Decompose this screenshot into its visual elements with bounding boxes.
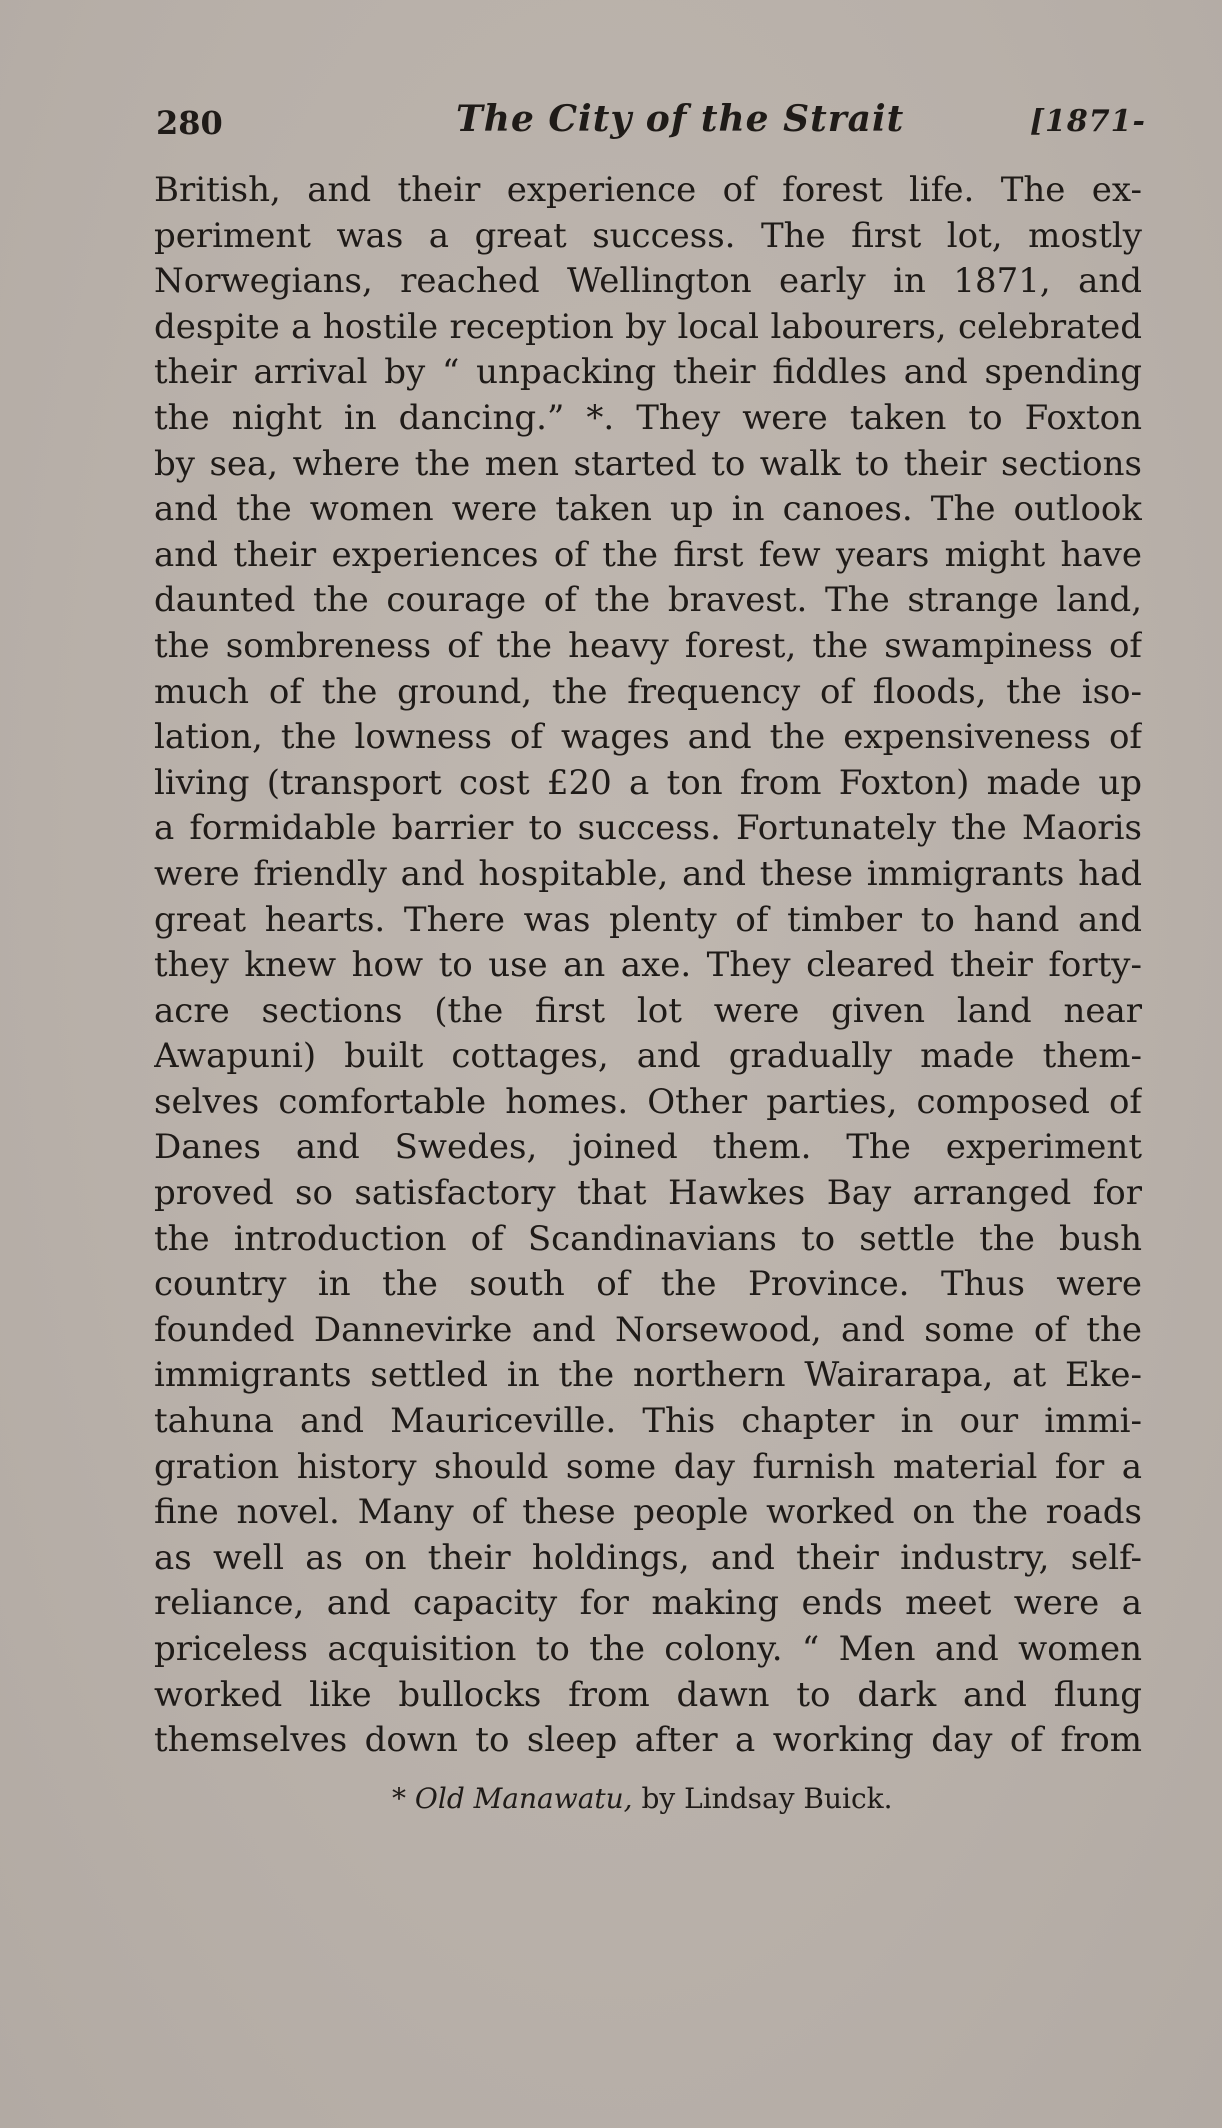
footnote-marker: *	[392, 1782, 415, 1815]
text-line: and their experiences of the first few years might have	[154, 534, 1142, 575]
text-line: fine novel. Many of these people worked on the roads	[154, 1492, 1142, 1533]
running-date: [1871-	[1029, 104, 1146, 139]
text-line: by sea, where the men started to walk to their sections	[154, 443, 1142, 484]
text-line: a formidable barrier to success. Fortunately the Maoris	[154, 808, 1142, 849]
text-line: priceless acquisition to the colony. “ Men and women	[154, 1629, 1142, 1669]
text-line: were friendly and hospitable, and these immigrants had	[154, 853, 1142, 894]
text-line: their arrival by “ unpacking their fiddles and spending	[154, 352, 1142, 393]
text-line: and the women were taken up in canoes. The outlook	[154, 489, 1142, 530]
text-line: gration history should some day furnish material for a	[154, 1446, 1142, 1487]
text-line: despite a hostile reception by local labourers, celebrated	[154, 306, 1142, 347]
text-line: living (transport cost £20 a ton from Foxton) made up	[154, 762, 1142, 803]
text-line: lation, the lowness of wages and the expensiveness of	[154, 717, 1142, 758]
text-line: daunted the courage of the bravest. The strange land,	[154, 580, 1142, 621]
text-line: Norwegians, reached Wellington early in 1871, and	[154, 261, 1142, 302]
text-line: much of the ground, the frequency of floods, the iso-	[154, 671, 1142, 712]
text-line: founded Dannevirke and Norsewood, and some of the	[154, 1309, 1142, 1350]
page-number: 280	[156, 104, 223, 142]
text-line: Awapuni) built cottages, and gradually made them-	[154, 1036, 1142, 1077]
running-head	[156, 98, 1146, 154]
text-line: proved so satisfactory that Hawkes Bay arranged for	[154, 1173, 1142, 1214]
text-line: Danes and Swedes, joined them. The experiment	[154, 1127, 1142, 1168]
text-line: immigrants settled in the northern Wairarapa, at Eke-	[154, 1355, 1142, 1396]
running-title: The City of the Strait	[456, 98, 905, 140]
text-line: tahuna and Mauriceville. This chapter in our immi-	[154, 1401, 1142, 1442]
text-line: country in the south of the Province. Thus were	[154, 1264, 1142, 1305]
text-line: the sombreness of the heavy forest, the swampiness of	[154, 625, 1142, 666]
text-line: periment was a great success. The first lot, mostly	[154, 215, 1142, 256]
text-line: worked like bullocks from dawn to dark and flung	[154, 1674, 1142, 1715]
text-line: British, and their experience of forest life. The ex-	[154, 170, 1142, 210]
text-line: themselves down to sleep after a working day of from	[154, 1720, 1142, 1761]
footnote-work-title: Old Manawatu,	[414, 1782, 633, 1815]
body-text	[154, 168, 1142, 1764]
text-line: they knew how to use an axe. They cleared their forty-	[154, 945, 1142, 986]
footnote	[392, 1782, 893, 1815]
footnote-attribution: by Lindsay Buick.	[632, 1782, 893, 1815]
text-line: acre sections (the first lot were given land near	[154, 990, 1142, 1031]
text-line: reliance, and capacity for making ends meet were a	[154, 1583, 1142, 1624]
text-line: the introduction of Scandinavians to settle the bush	[154, 1218, 1142, 1259]
text-line: selves comfortable homes. Other parties, composed of	[154, 1081, 1142, 1122]
text-line: great hearts. There was plenty of timber to hand and	[154, 899, 1142, 940]
text-line: the night in dancing.” *. They were taken to Foxton	[154, 397, 1142, 438]
text-line: as well as on their holdings, and their industry, self-	[154, 1537, 1142, 1578]
